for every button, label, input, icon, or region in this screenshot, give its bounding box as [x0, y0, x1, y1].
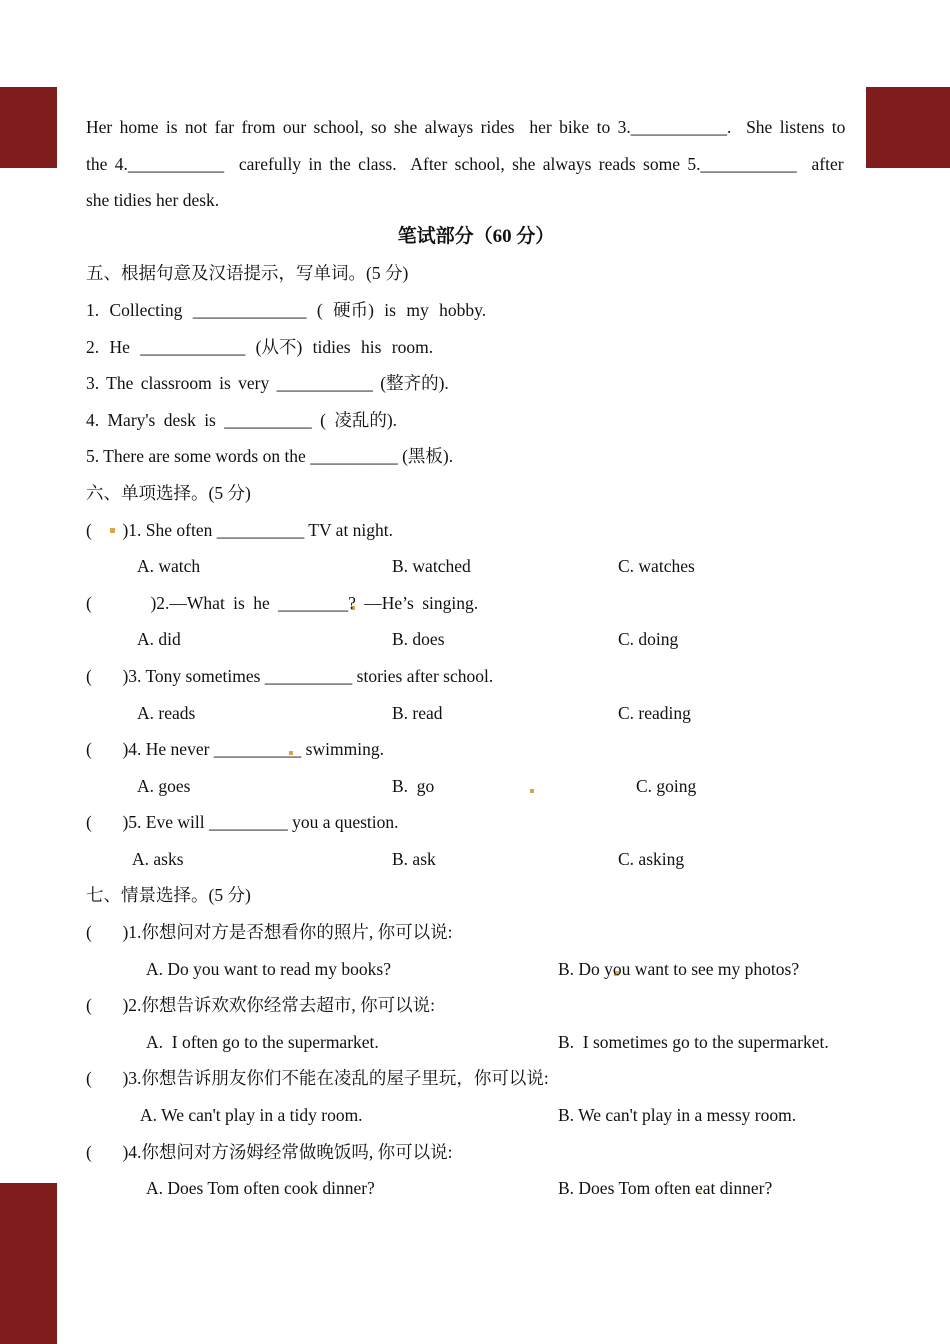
mc-option-row — [86, 548, 866, 585]
written-section-heading: 笔试部分（60 分） — [397, 225, 555, 247]
fill-blank-item: 1. Collecting _____________ ( 硬币) is my hobby. — [86, 299, 487, 320]
mc-option-a: A. did — [137, 629, 181, 650]
section-6-title: 六、单项选择。(5 分) — [86, 482, 251, 503]
mc-question-stem: ( )1. She often __________ TV at night. — [86, 519, 394, 540]
mc-option-a: A. watch — [137, 556, 201, 577]
situational-option-b: B. Do you want to see my photos? — [558, 958, 800, 979]
mc-option-row — [86, 768, 866, 805]
mc-question-stem: ( )5. Eve will _________ you a question. — [86, 812, 399, 833]
mc-option-a: A. goes — [137, 775, 191, 796]
mc-option-a: A. reads — [137, 702, 196, 723]
mc-option-b: B. read — [392, 702, 443, 723]
cloze-paragraph-line: the 4.___________ carefully in the class. After school, she always reads some 5.___________ after — [86, 153, 844, 174]
mc-question-stem: ( )2.—What is he ________? —He’s singing. — [86, 592, 479, 613]
situational-option-b: B. I sometimes go to the supermarket. — [558, 1031, 829, 1052]
situational-option-row — [86, 1024, 866, 1061]
mc-option-row — [86, 621, 866, 658]
fill-blank-item: 4. Mary's desk is __________ ( 凌乱的). — [86, 409, 398, 430]
corner-redaction-block-bottom-left — [0, 1183, 57, 1344]
situational-option-b: B. Does Tom often eat dinner? — [558, 1178, 773, 1199]
fill-blank-item: 2. He ____________ (从不) tidies his room. — [86, 336, 434, 357]
situational-option-a: A. I often go to the supermarket. — [146, 1031, 379, 1052]
mc-option-c: C. going — [636, 775, 697, 796]
mc-option-row — [86, 695, 866, 732]
situational-option-row — [86, 1097, 866, 1134]
mc-option-b: B. watched — [392, 556, 471, 577]
situational-option-a: A. Do you want to read my books? — [146, 958, 391, 979]
mc-option-b: B. go — [392, 775, 435, 796]
cloze-paragraph-line: Her home is not far from our school, so she always rides her bike to 3.___________. She listens to — [86, 117, 846, 137]
mc-option-c: C. watches — [618, 556, 695, 577]
mc-option-c: C. reading — [618, 702, 691, 723]
mc-option-c: C. doing — [618, 629, 679, 650]
mc-option-b: B. ask — [392, 848, 436, 869]
situational-question-stem: ( )1.你想问对方是否想看你的照片, 你可以说: — [86, 922, 453, 943]
situational-option-b: B. We can't play in a messy room. — [558, 1105, 797, 1126]
mc-option-b: B. does — [392, 629, 445, 650]
fill-blank-item: 5. There are some words on the __________ (黑板). — [86, 446, 454, 467]
fill-blank-item: 3. The classroom is very ___________ (整齐的). — [86, 373, 449, 394]
situational-option-row — [86, 1170, 866, 1207]
section-7-title: 七、情景选择。(5 分) — [86, 885, 251, 906]
section-5-title: 五、根据句意及汉语提示，写单词。(5 分) — [86, 263, 409, 284]
mc-question-stem: ( )4. He never __________ swimming. — [86, 739, 384, 760]
situational-option-row — [86, 951, 866, 988]
mc-option-row — [86, 841, 866, 878]
situational-question-stem: ( )4.你想问对方汤姆经常做晚饭吗, 你可以说: — [86, 1141, 453, 1162]
mc-option-a: A. asks — [132, 848, 184, 869]
mc-question-stem: ( )3. Tony sometimes __________ stories after school. — [86, 665, 494, 686]
situational-question-stem: ( )2.你想告诉欢欢你经常去超市, 你可以说: — [86, 995, 436, 1016]
cloze-paragraph-line: she tidies her desk. — [86, 190, 220, 211]
situational-option-a: A. Does Tom often cook dinner? — [146, 1178, 375, 1199]
mc-option-c: C. asking — [618, 848, 685, 869]
situational-question-stem: ( )3.你想告诉朋友你们不能在凌乱的屋子里玩，你可以说: — [86, 1068, 549, 1089]
situational-option-a: A. We can't play in a tidy room. — [140, 1105, 363, 1126]
